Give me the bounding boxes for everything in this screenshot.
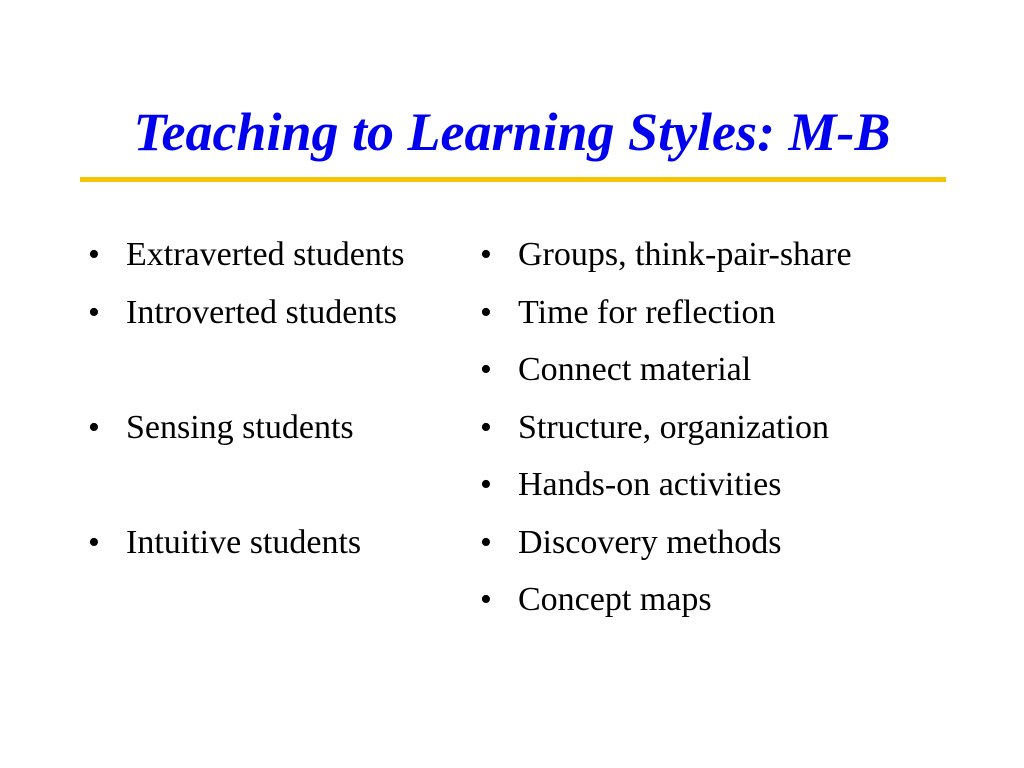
list-item bbox=[88, 284, 405, 342]
list-item bbox=[88, 399, 405, 457]
list-item bbox=[88, 514, 405, 572]
list-item bbox=[480, 284, 852, 342]
bullet-text: Discovery methods bbox=[518, 523, 782, 561]
bullet-icon: • bbox=[88, 408, 100, 446]
bullet-icon: • bbox=[88, 523, 100, 561]
bullet-text: Introverted students bbox=[126, 293, 397, 331]
bullet-text: Extraverted students bbox=[126, 236, 405, 273]
bullet-text: Concept maps bbox=[518, 581, 712, 618]
list-item bbox=[480, 571, 852, 629]
bullet-icon: • bbox=[480, 466, 492, 503]
bullet-icon: • bbox=[88, 236, 100, 273]
left-bullet-list bbox=[88, 226, 405, 571]
right-bullet-list bbox=[480, 226, 852, 629]
bullet-icon: • bbox=[480, 581, 492, 618]
bullet-text: Groups, think-pair-share bbox=[518, 236, 852, 273]
bullet-icon: • bbox=[88, 293, 100, 331]
bullet-text: Time for reflection bbox=[518, 293, 776, 331]
list-item bbox=[480, 341, 852, 399]
bullet-text: Sensing students bbox=[126, 408, 354, 446]
bullet-icon: • bbox=[480, 351, 492, 388]
list-item bbox=[480, 226, 852, 284]
bullet-text: Hands-on activities bbox=[518, 466, 782, 503]
bullet-text: Connect material bbox=[518, 351, 752, 388]
slide-title: Teaching to Learning Styles: M-B bbox=[133, 102, 891, 162]
bullet-icon: • bbox=[480, 236, 492, 273]
bullet-icon: • bbox=[480, 523, 492, 561]
list-item bbox=[480, 399, 852, 457]
title-underline bbox=[80, 177, 946, 182]
bullet-text: Structure, organization bbox=[518, 408, 829, 446]
bullet-icon: • bbox=[480, 293, 492, 331]
list-item bbox=[480, 514, 852, 572]
bullet-text: Intuitive students bbox=[126, 523, 362, 561]
spacer-item bbox=[88, 456, 405, 514]
bullet-icon: • bbox=[480, 408, 492, 446]
list-item bbox=[88, 226, 405, 284]
list-item bbox=[480, 456, 852, 514]
spacer-item bbox=[88, 341, 405, 399]
